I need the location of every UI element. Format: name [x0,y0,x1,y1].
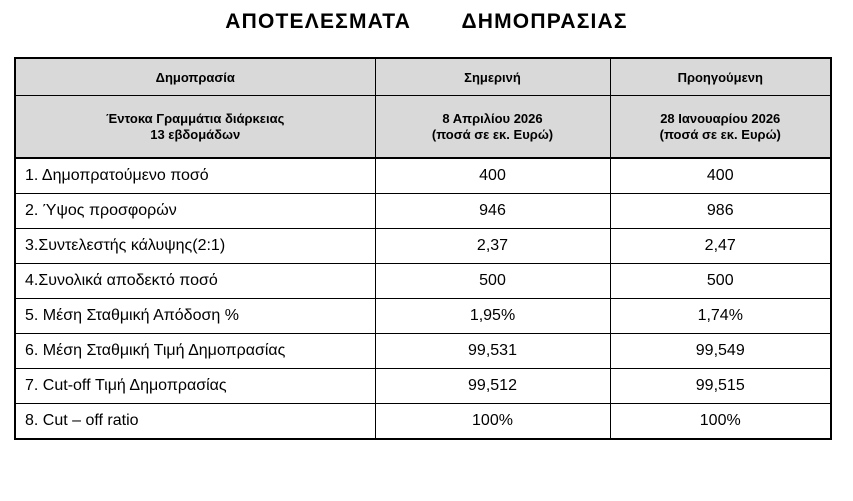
current-value: 946 [375,194,610,229]
current-value: 99,512 [375,369,610,404]
page-title: ΑΠΟΤΕΛΕΣΜΑΤΑ ΔΗΜΟΠΡΑΣΙΑΣ [225,10,628,33]
current-date: 8 Απριλίου 2026 [442,110,543,126]
current-value: 99,531 [375,334,610,369]
current-value: 400 [375,158,610,194]
previous-value: 99,515 [610,369,831,404]
header-auction: Δημοπρασία [15,58,375,96]
row-label: 5. Μέση Σταθμική Απόδοση % [15,299,375,334]
current-value: 2,37 [375,229,610,264]
table-row [15,158,831,194]
previous-value: 500 [610,264,831,299]
previous-value: 100% [610,404,831,440]
previous-unit: (ποσά σε εκ. Ευρώ) [659,126,781,142]
row-label: 3.Συντελεστής κάλυψης(2:1) [15,229,375,264]
table-subheader-row [15,96,831,159]
previous-value: 400 [610,158,831,194]
table-row [15,299,831,334]
current-value: 100% [375,404,610,440]
table-row [15,229,831,264]
table-row [15,264,831,299]
previous-date-cell [610,96,831,159]
current-value: 1,95% [375,299,610,334]
current-date-cell [375,96,610,159]
current-unit: (ποσά σε εκ. Ευρώ) [431,126,554,142]
header-current: Σημερινή [375,58,610,96]
previous-date: 28 Ιανουαρίου 2026 [660,110,781,126]
instrument-line-1: Έντοκα Γραμμάτια διάρκειας [106,110,285,126]
instrument-cell [15,96,375,159]
row-label: 8. Cut – off ratio [15,404,375,440]
previous-value: 986 [610,194,831,229]
table-row [15,369,831,404]
table-header-row [15,58,831,96]
table-row [15,404,831,440]
row-label: 6. Μέση Σταθμική Τιμή Δημοπρασίας [15,334,375,369]
auction-results-table [14,57,832,440]
table-row [15,194,831,229]
header-previous: Προηγούμενη [610,58,831,96]
row-label: 1. Δημοπρατούμενο ποσό [15,158,375,194]
row-label: 7. Cut-off Τιμή Δημοπρασίας [15,369,375,404]
current-value: 500 [375,264,610,299]
instrument-line-2: 13 εβδομάδων [150,126,241,142]
table-row [15,334,831,369]
previous-value: 2,47 [610,229,831,264]
previous-value: 99,549 [610,334,831,369]
row-label: 2. Ύψος προσφορών [15,194,375,229]
previous-value: 1,74% [610,299,831,334]
row-label: 4.Συνολικά αποδεκτό ποσό [15,264,375,299]
